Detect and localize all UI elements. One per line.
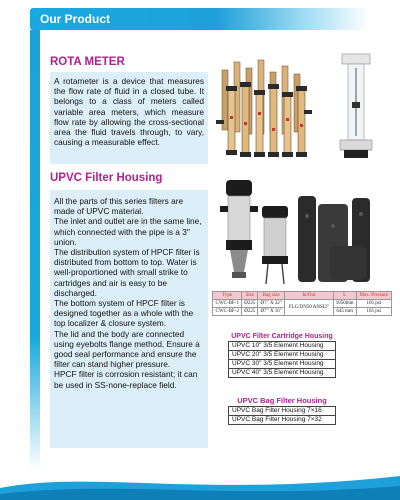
table-cell: FLG/DN50 ANSI2"	[285, 300, 333, 316]
bag-filter-housing-title: UPVC Bag Filter Housing	[237, 396, 327, 405]
upvc-paragraph: HPCF filter is corrosion resistant; it can be used in SS-none-replace field.	[54, 369, 198, 390]
column-header: Max. Pressure	[356, 292, 391, 300]
upvc-filter-description-box	[50, 190, 208, 448]
page-title: Our Product	[40, 12, 111, 26]
table-cell: 105 psi	[356, 308, 391, 316]
rota-meter-description-box	[50, 72, 208, 164]
upvc-paragraph: The lid and the body are connected using eyebolts flange method, Ensure a good seal performance and ensure the filter can stand higher pressure.	[54, 328, 200, 370]
filter-housing-photo	[212, 176, 392, 288]
section-title-rota-meter: ROTA METER	[50, 56, 125, 68]
list-item: UPVC 30" 3/5 Element Housing	[228, 359, 336, 369]
rota-meter-description: A rotameter is a device that measures the flow rate of fluid in a closed tube. It belongs to a class of meters called variable area meters, which measure flow rate by allowing the cross-sectional area the fluid travels through, to vary, causing a measurable effect.	[54, 76, 204, 148]
table-cell: 1050mm	[333, 300, 356, 308]
rotameter-photo	[212, 50, 392, 168]
table-row	[213, 300, 392, 308]
list-item: UPVC Bag Filter Housing 7×32	[228, 415, 336, 425]
upvc-paragraph: The bottom system of HPCF filter is designed together as a whole with the top localizer & closure system.	[54, 298, 194, 329]
column-header: Type	[213, 292, 242, 300]
list-item: UPVC Bag Filter Housing 7×16	[228, 406, 336, 416]
section-title-upvc-filter: UPVC Filter Housing	[50, 172, 163, 184]
list-item: UPVC 20" 3/5 Element Housing	[228, 350, 336, 360]
table-cell: CWC-BF-2	[213, 308, 242, 316]
cartridge-housing-list	[228, 333, 336, 378]
column-header: L	[333, 292, 356, 300]
table-cell: CWC-BF-1	[213, 300, 242, 308]
upvc-paragraph: The inlet and outlet are in the same line, which connected with the pipe is a 3" union.	[54, 216, 202, 247]
bag-filter-housing-list	[228, 396, 336, 425]
table-header-row	[213, 292, 392, 300]
table-cell: Ø7" X 32"	[258, 300, 285, 308]
column-header: Size	[242, 292, 258, 300]
table-cell: Ø7" X 16"	[258, 308, 285, 316]
list-item: UPVC 10" 3/5 Element Housing	[228, 341, 336, 351]
column-header: In/Out	[285, 292, 333, 300]
side-stripe	[30, 30, 40, 470]
list-item: UPVC 40" 3/5 Element Housing	[228, 368, 336, 378]
upvc-paragraph: All the parts of this series filters are made of UPVC material.	[54, 196, 184, 217]
spec-table	[212, 291, 392, 316]
table-cell: Ø225	[242, 308, 258, 316]
bottom-wave	[0, 460, 400, 500]
column-header: Bag size	[258, 292, 285, 300]
table-cell: Ø225	[242, 300, 258, 308]
cartridge-housing-title: UPVC Filter Cartridge Housing	[231, 333, 333, 340]
upvc-paragraph: The distribution system of HPCF filter is distributed from bottom to top. Water is well-proportioned with small strike to cartridges and air is easy to be discharged.	[54, 247, 200, 298]
table-cell: 105 psi	[356, 300, 391, 308]
table-cell: 645 mm	[333, 308, 356, 316]
